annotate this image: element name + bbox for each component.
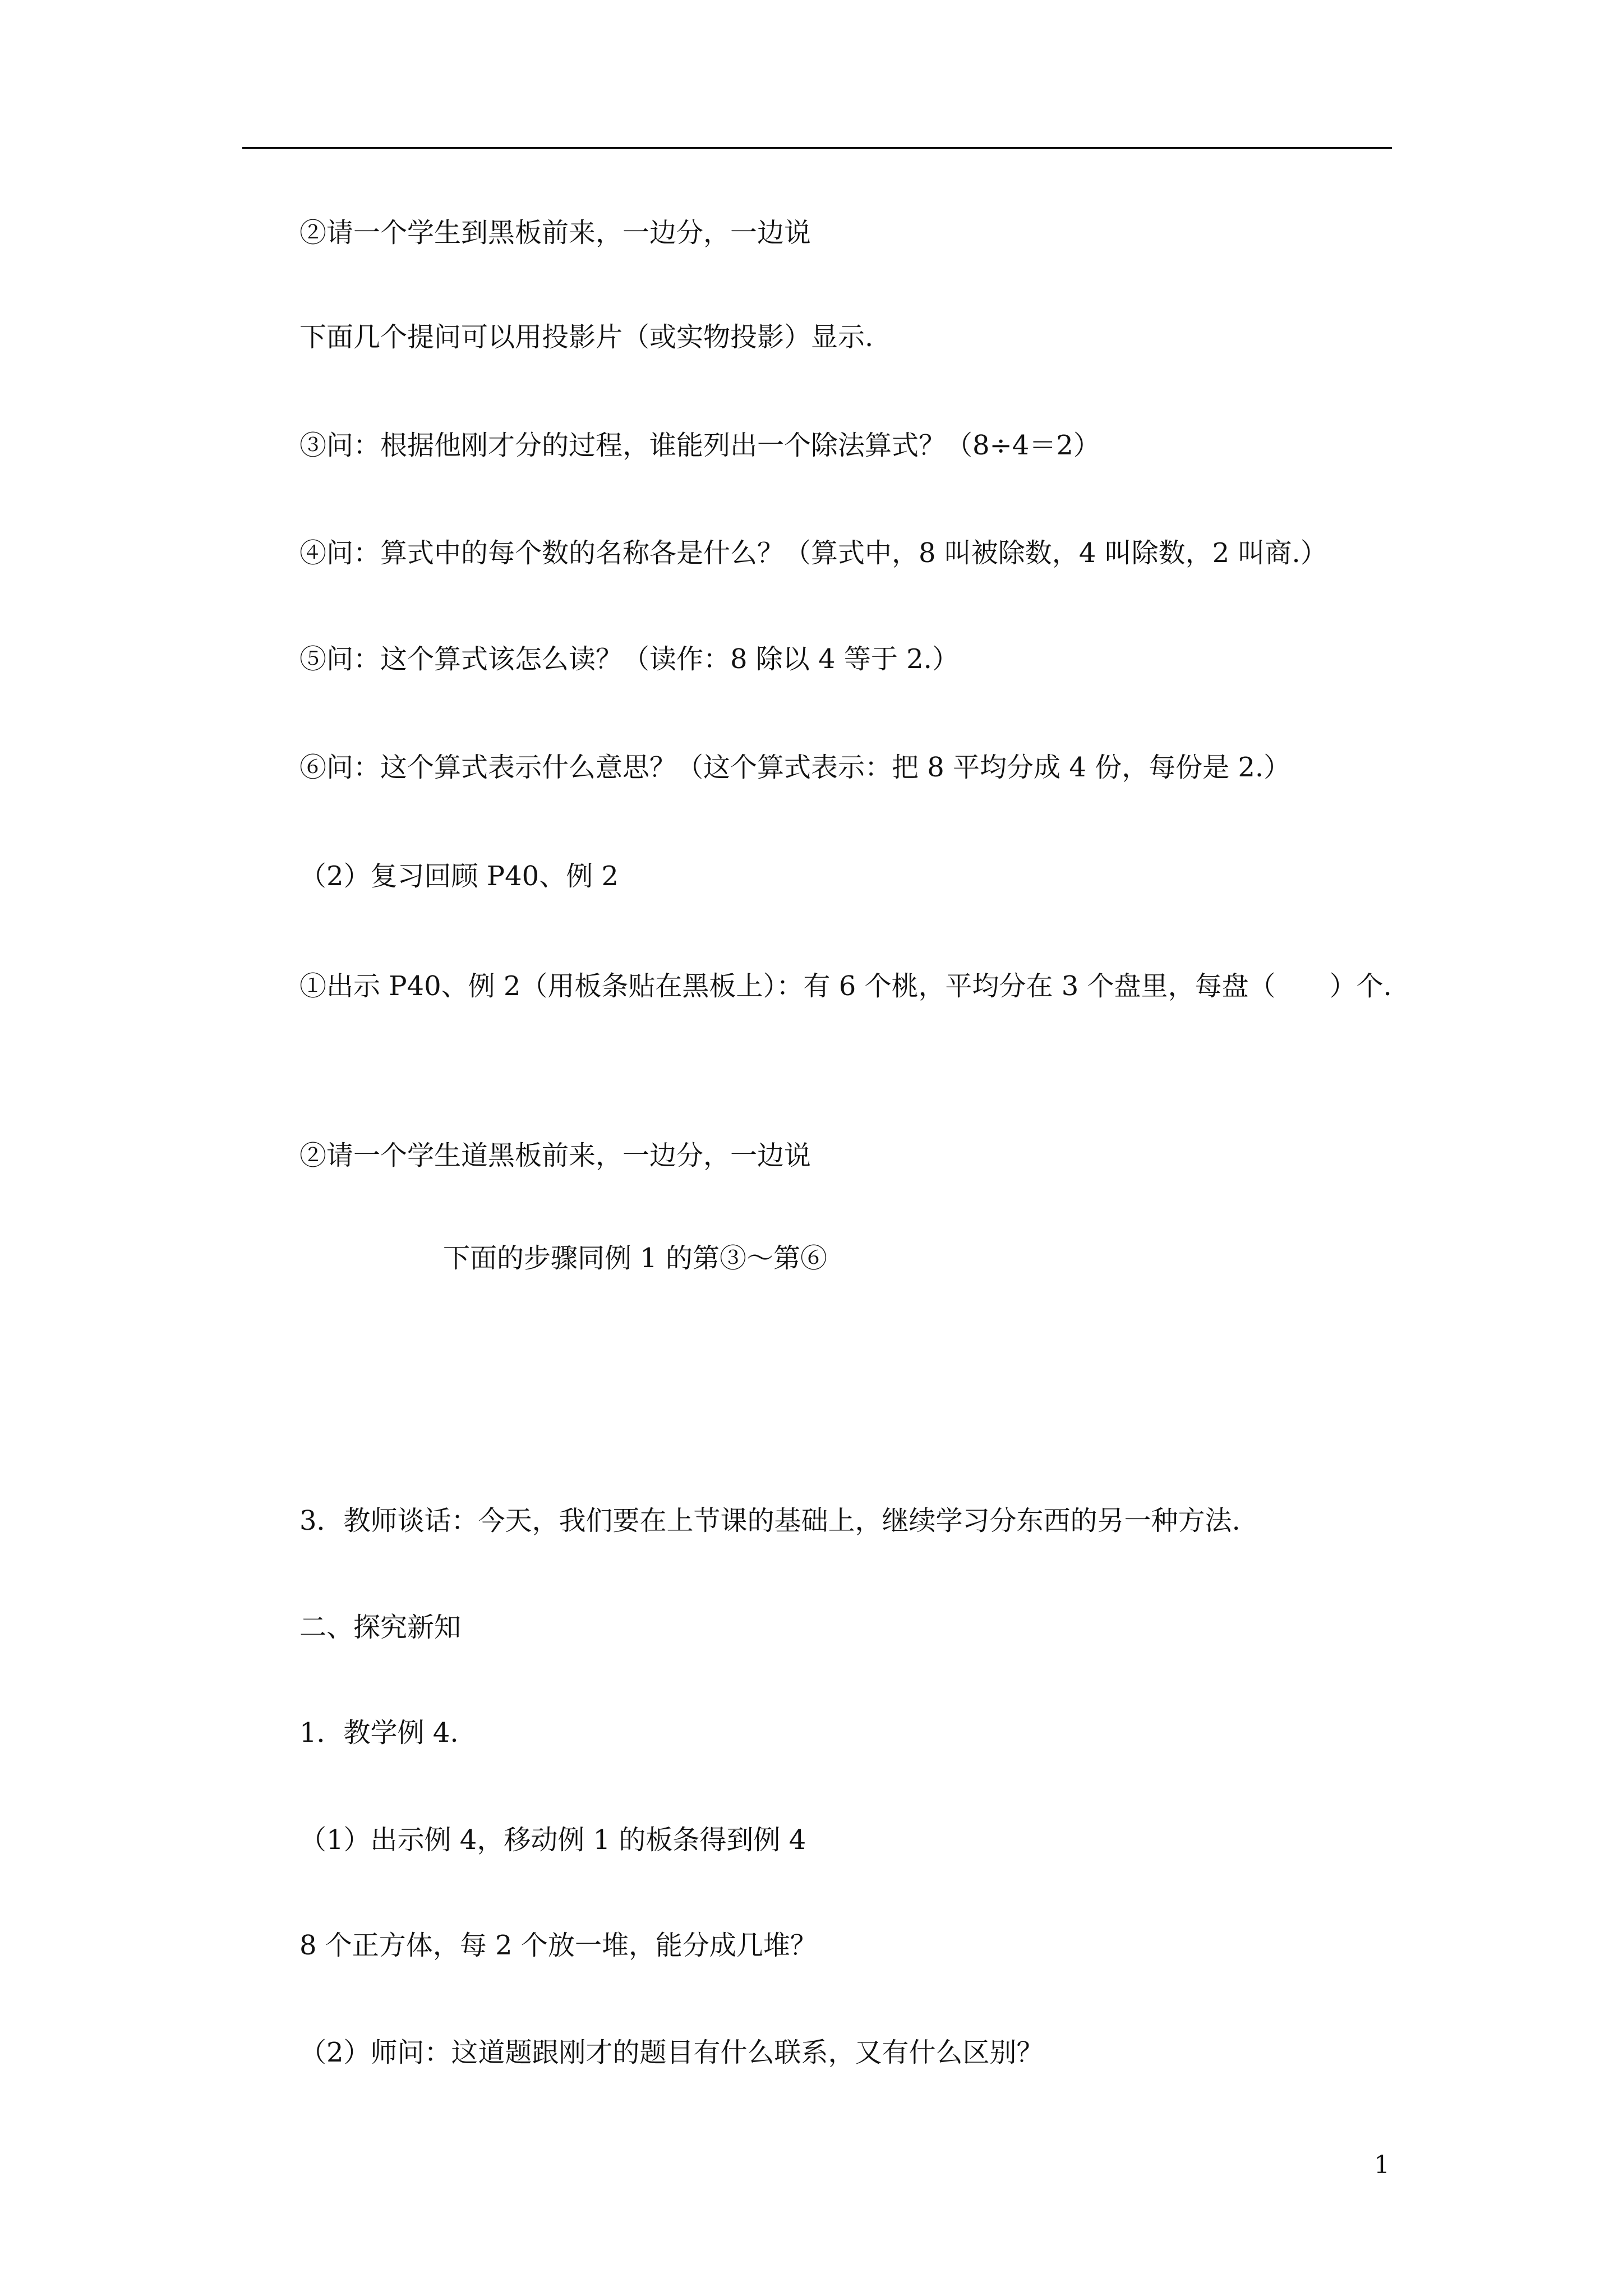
paragraph-projection-note: 下面几个提问可以用投影片（或实物投影）显示. (299, 321, 874, 353)
paragraph-cube-problem: 8 个正方体，每 2 个放一堆，能分成几堆？ (299, 1930, 817, 1961)
paragraph-show-example-4: （1）出示例 4，移动例 1 的板条得到例 4 (299, 1824, 806, 1856)
paragraph-step-2: ②请一个学生到黑板前来，一边分，一边说 (299, 217, 811, 249)
paragraph-question-3: ③问：根据他刚才分的过程，谁能列出一个除法算式？（8÷4＝2） (299, 430, 1100, 461)
paragraph-student-demo: ②请一个学生道黑板前来，一边分，一边说 (299, 1140, 811, 1171)
paragraph-question-4: ④问：算式中的每个数的名称各是什么？（算式中，8 叫被除数，4 叫除数，2 叫商.） (299, 537, 1327, 569)
paragraph-review-heading: （2）复习回顾 P40、例 2 (299, 861, 619, 892)
page-number: 1 (1374, 2151, 1390, 2179)
header-rule (242, 147, 1392, 149)
paragraph-question-6: ⑥问：这个算式表示什么意思？（这个算式表示：把 8 平均分成 4 份，每份是 2.） (299, 752, 1291, 783)
section-heading-explore: 二、探究新知 (299, 1612, 462, 1643)
paragraph-teacher-question: （2）师问：这道题跟刚才的题目有什么联系，又有什么区别？ (299, 2037, 1044, 2068)
paragraph-steps-note: 下面的步骤同例 1 的第③～第⑥ (443, 1243, 828, 1274)
paragraph-question-5: ⑤问：这个算式该怎么读？（读作：8 除以 4 等于 2.） (299, 643, 959, 675)
paragraph-teacher-talk: 3．教师谈话：今天，我们要在上节课的基础上，继续学习分东西的另一种方法. (299, 1505, 1241, 1536)
paragraph-teach-example-4: 1．教学例 4. (299, 1717, 459, 1749)
paragraph-example-2: ①出示 P40、例 2（用板条贴在黑板上）：有 6 个桃，平均分在 3 个盘里，每盘（ ）个. (299, 970, 1392, 1002)
